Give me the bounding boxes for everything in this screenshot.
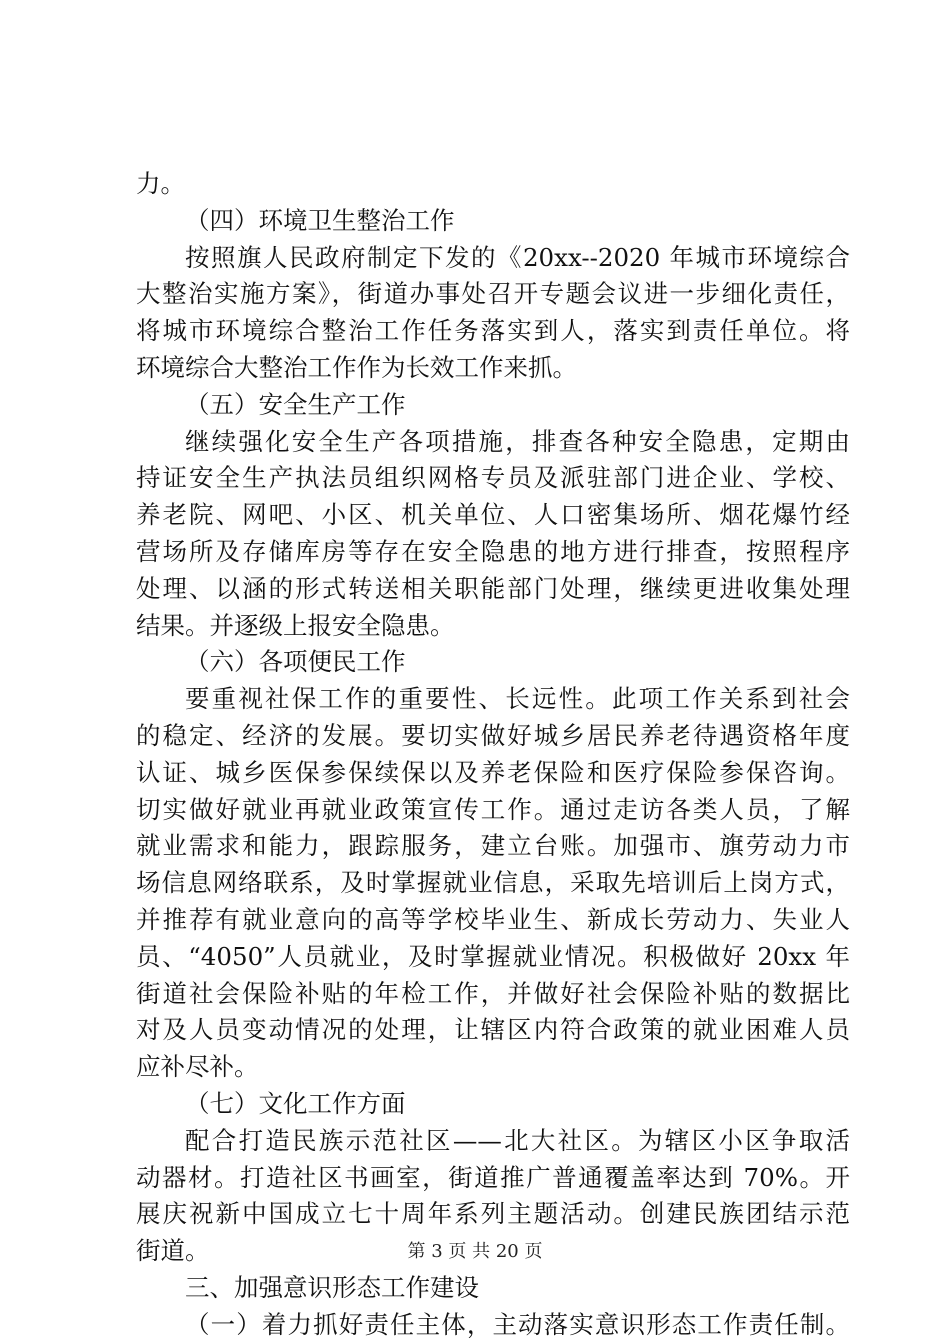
section-heading: 三、加强意识形态工作建设 (185, 1272, 479, 1302)
text-line: 将城市环境综合整治工作任务落实到人，落实到责任单位。将 (136, 316, 850, 346)
text-line: 处理、以涵的形式转送相关职能部门处理，继续更进收集处理 (136, 573, 850, 603)
text-line: 应补尽补。 (136, 1052, 259, 1082)
text-line: 力。 (136, 169, 185, 198)
text-line: 大整治实施方案》，街道办事处召开专题会议进一步细化责任， (136, 279, 850, 309)
text-line: 切实做好就业再就业政策宣传工作。通过走访各类人员，了解 (136, 794, 850, 824)
text-line: 要重视社保工作的重要性、长远性。此项工作关系到社会 (185, 684, 850, 714)
text-line: 认证、城乡医保参保续保以及养老保险和医疗保险参保咨询。 (136, 757, 850, 787)
text-line: 持证安全生产执法员组织网格专员及派驻部门进企业、学校、 (136, 463, 850, 493)
text-line: 动器材。打造社区书画室，街道推广普通覆盖率达到 70%。开 (136, 1162, 850, 1192)
text-line: （一）着力抓好责任主体，主动落实意识形态工作责任制。 (185, 1309, 850, 1339)
text-line: 对及人员变动情况的处理，让辖区内符合政策的就业困难人员 (136, 1015, 850, 1045)
body-text (136, 166, 850, 1344)
text-line: 营场所及存储库房等存在安全隐患的地方进行排查，按照程序 (136, 536, 850, 566)
text-line: 的稳定、经济的发展。要切实做好城乡居民养老待遇资格年度 (136, 720, 850, 750)
text-line: 街道。 (136, 1236, 210, 1266)
section-heading: （四）环境卫生整治工作 (185, 205, 455, 235)
section-heading: （七）文化工作方面 (185, 1088, 406, 1118)
text-line: 按照旗人民政府制定下发的《20xx--2020 年城市环境综合 (185, 242, 850, 272)
text-line: 场信息网络联系，及时掌握就业信息，采取先培训后上岗方式， (136, 868, 850, 898)
section-heading: （六）各项便民工作 (185, 647, 406, 677)
text-line: 员、“4050”人员就业，及时掌握就业情况。积极做好 20xx 年 (136, 941, 850, 971)
section-heading: （五）安全生产工作 (185, 389, 406, 419)
text-line: 展庆祝新中国成立七十周年系列主题活动。创建民族团结示范 (136, 1199, 850, 1229)
page-number-footer: 第 3 页 共 20 页 (407, 1241, 543, 1262)
text-line: 配合打造民族示范社区——北大社区。为辖区小区争取活 (185, 1125, 850, 1155)
text-line: 继续强化安全生产各项措施，排查各种安全隐患，定期由 (185, 426, 850, 456)
text-line: 并推荐有就业意向的高等学校毕业生、新成长劳动力、失业人 (136, 904, 850, 934)
text-line: 街道社会保险补贴的年检工作，并做好社会保险补贴的数据比 (136, 978, 850, 1008)
text-line: 环境综合大整治工作作为长效工作来抓。 (136, 352, 577, 382)
text-line: 结果。并逐级上报安全隐患。 (136, 610, 455, 640)
text-line: 就业需求和能力，跟踪服务，建立台账。加强市、旗劳动力市 (136, 831, 850, 861)
text-line: 养老院、网吧、小区、机关单位、人口密集场所、烟花爆竹经 (136, 500, 850, 530)
